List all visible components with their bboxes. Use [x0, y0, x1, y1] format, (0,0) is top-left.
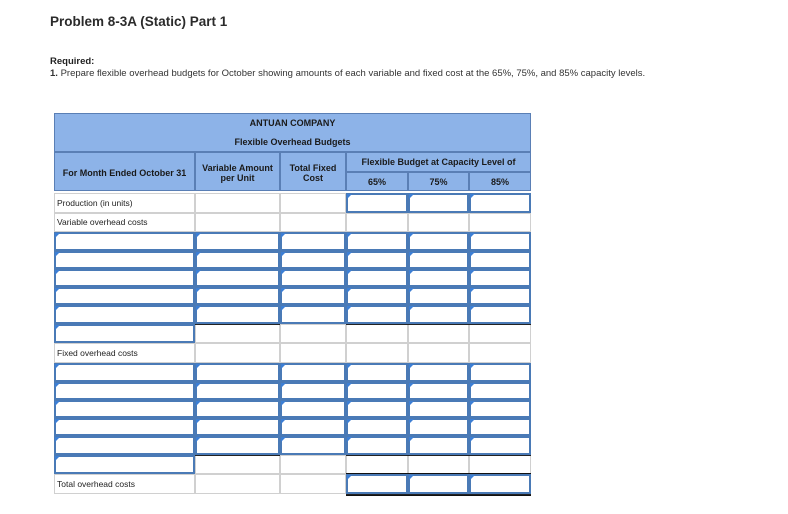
table-cell-r7-var — [195, 324, 280, 343]
table-cell-r5-c75[interactable] — [408, 287, 469, 305]
required-text: Prepare flexible overhead budgets for October showing amounts of each variable and fixed cost at the 65%, 75%, and 85% capacity levels. — [60, 68, 646, 79]
required-number: 1. — [50, 68, 58, 79]
table-cell-r14-c75 — [408, 455, 469, 474]
table-cell-r3-c75[interactable] — [408, 251, 469, 269]
table-cell-r14-c85 — [469, 455, 531, 474]
table-cell-r10-var[interactable] — [195, 382, 280, 400]
table-cell-r8-c85 — [469, 343, 531, 363]
table-cell-r0-var — [195, 193, 280, 213]
table-cell-r7-c65 — [346, 324, 408, 343]
table-cell-r13-c75[interactable] — [408, 436, 469, 455]
table-cell-r8-var — [195, 343, 280, 363]
table-cell-r2-label[interactable] — [54, 232, 195, 251]
page-title: Problem 8-3A (Static) Part 1 — [50, 14, 228, 29]
company-name: ANTUAN COMPANY — [249, 118, 336, 128]
row-label-variable-heading: Variable overhead costs — [57, 217, 148, 227]
table-cell-r12-var[interactable] — [195, 418, 280, 436]
table-cell-r6-fixed[interactable] — [280, 305, 346, 324]
table-cell-r9-var[interactable] — [195, 363, 280, 382]
required-heading: Required: — [50, 56, 95, 67]
row-label-fixed-heading: Fixed overhead costs — [57, 348, 138, 358]
table-cell-r13-var[interactable] — [195, 436, 280, 455]
table-cell-r9-c75[interactable] — [408, 363, 469, 382]
table-cell-r7-c85 — [469, 324, 531, 343]
table-cell-r13-c65[interactable] — [346, 436, 408, 455]
table-cell-r14-var — [195, 455, 280, 474]
table-cell-r11-c85[interactable] — [469, 400, 531, 418]
table-cell-r3-c85[interactable] — [469, 251, 531, 269]
table-cell-r11-c75[interactable] — [408, 400, 469, 418]
table-cell-r8-fixed — [280, 343, 346, 363]
table-cell-r3-fixed[interactable] — [280, 251, 346, 269]
table-cell-r15-c65[interactable] — [346, 474, 408, 494]
table-cell-r12-fixed[interactable] — [280, 418, 346, 436]
table-cell-r4-c75[interactable] — [408, 269, 469, 287]
col-variable-label: Variable Amount per Unit — [202, 163, 273, 183]
table-cell-r10-c75[interactable] — [408, 382, 469, 400]
table-cell-r5-c85[interactable] — [469, 287, 531, 305]
table-cell-r12-c65[interactable] — [346, 418, 408, 436]
table-cell-r9-c85[interactable] — [469, 363, 531, 382]
table-cell-r15-c75[interactable] — [408, 474, 469, 494]
table-cell-r3-c65[interactable] — [346, 251, 408, 269]
table-cell-r11-fixed[interactable] — [280, 400, 346, 418]
cap-65-label: 65% — [367, 177, 386, 187]
table-cell-r3-var[interactable] — [195, 251, 280, 269]
table-cell-r11-c65[interactable] — [346, 400, 408, 418]
table-cell-r1-var — [195, 213, 280, 232]
table-cell-r14-fixed — [280, 455, 346, 474]
table-cell-r12-label[interactable] — [54, 418, 195, 436]
cap-75-label: 75% — [429, 177, 448, 187]
table-cell-r12-c85[interactable] — [469, 418, 531, 436]
table-cell-r2-var[interactable] — [195, 232, 280, 251]
table-cell-r15-var — [195, 474, 280, 494]
table-cell-r6-c85[interactable] — [469, 305, 531, 324]
table-cell-r2-fixed[interactable] — [280, 232, 346, 251]
table-cell-r0-fixed — [280, 193, 346, 213]
col-fixed-label: Total Fixed Cost — [289, 163, 337, 183]
table-cell-r13-label[interactable] — [54, 436, 195, 455]
budget-subtitle: Flexible Overhead Budgets — [234, 137, 351, 147]
row-label-total: Total overhead costs — [57, 479, 135, 489]
table-cell-r5-var[interactable] — [195, 287, 280, 305]
variable-subtotal-rule — [195, 324, 280, 325]
table-cell-r15-fixed — [280, 474, 346, 494]
table-cell-r15-c85[interactable] — [469, 474, 531, 494]
required-instruction — [50, 68, 760, 80]
table-cell-r5-c65[interactable] — [346, 287, 408, 305]
table-cell-r7-label[interactable] — [54, 324, 195, 343]
table-cell-r11-var[interactable] — [195, 400, 280, 418]
table-cell-r0-c75[interactable] — [408, 193, 469, 213]
table-cell-r9-fixed[interactable] — [280, 363, 346, 382]
table-cell-r10-c85[interactable] — [469, 382, 531, 400]
table-cell-r9-label[interactable] — [54, 363, 195, 382]
table-cell-r10-fixed[interactable] — [280, 382, 346, 400]
table-cell-r1-c75 — [408, 213, 469, 232]
table-cell-r8-c75 — [408, 343, 469, 363]
table-cell-r0-c65[interactable] — [346, 193, 408, 213]
table-cell-r13-c85[interactable] — [469, 436, 531, 455]
row-label-production: Production (in units) — [57, 198, 133, 208]
table-cell-r11-label[interactable] — [54, 400, 195, 418]
table-cell-r6-label[interactable] — [54, 305, 195, 324]
table-cell-r2-c75[interactable] — [408, 232, 469, 251]
table-cell-r7-fixed — [280, 324, 346, 343]
table-cell-r14-c65 — [346, 455, 408, 474]
table-cell-r9-c65[interactable] — [346, 363, 408, 382]
table-cell-r12-c75[interactable] — [408, 418, 469, 436]
table-cell-r1-c65 — [346, 213, 408, 232]
table-cell-r7-c75 — [408, 324, 469, 343]
table-cell-r6-c65[interactable] — [346, 305, 408, 324]
table-cell-r1-c85 — [469, 213, 531, 232]
table-cell-r2-c85[interactable] — [469, 232, 531, 251]
table-cell-r14-label[interactable] — [54, 455, 195, 474]
table-cell-r8-c65 — [346, 343, 408, 363]
table-cell-r10-c65[interactable] — [346, 382, 408, 400]
total-double-rule — [346, 494, 531, 495]
table-cell-r0-c85[interactable] — [469, 193, 531, 213]
table-cell-r4-c85[interactable] — [469, 269, 531, 287]
table-cell-r5-fixed[interactable] — [280, 287, 346, 305]
table-cell-r4-var[interactable] — [195, 269, 280, 287]
table-cell-r10-label[interactable] — [54, 382, 195, 400]
table-cell-r2-c65[interactable] — [346, 232, 408, 251]
table-cell-r3-label[interactable] — [54, 251, 195, 269]
period-label: For Month Ended October 31 — [62, 168, 187, 178]
table-cell-r13-fixed[interactable] — [280, 436, 346, 455]
table-cell-r4-label[interactable] — [54, 269, 195, 287]
col-flex-label: Flexible Budget at Capacity Level of — [361, 157, 516, 167]
table-cell-r1-fixed — [280, 213, 346, 232]
fixed-subtotal-rule — [195, 455, 280, 456]
table-cell-r4-fixed[interactable] — [280, 269, 346, 287]
table-cell-r4-c65[interactable] — [346, 269, 408, 287]
table-cell-r6-var[interactable] — [195, 305, 280, 324]
cap-85-label: 85% — [490, 177, 509, 187]
variable-subtotal-rule-2 — [346, 324, 531, 325]
table-cell-r5-label[interactable] — [54, 287, 195, 305]
table-cell-r6-c75[interactable] — [408, 305, 469, 324]
fixed-subtotal-rule-2 — [346, 455, 531, 456]
